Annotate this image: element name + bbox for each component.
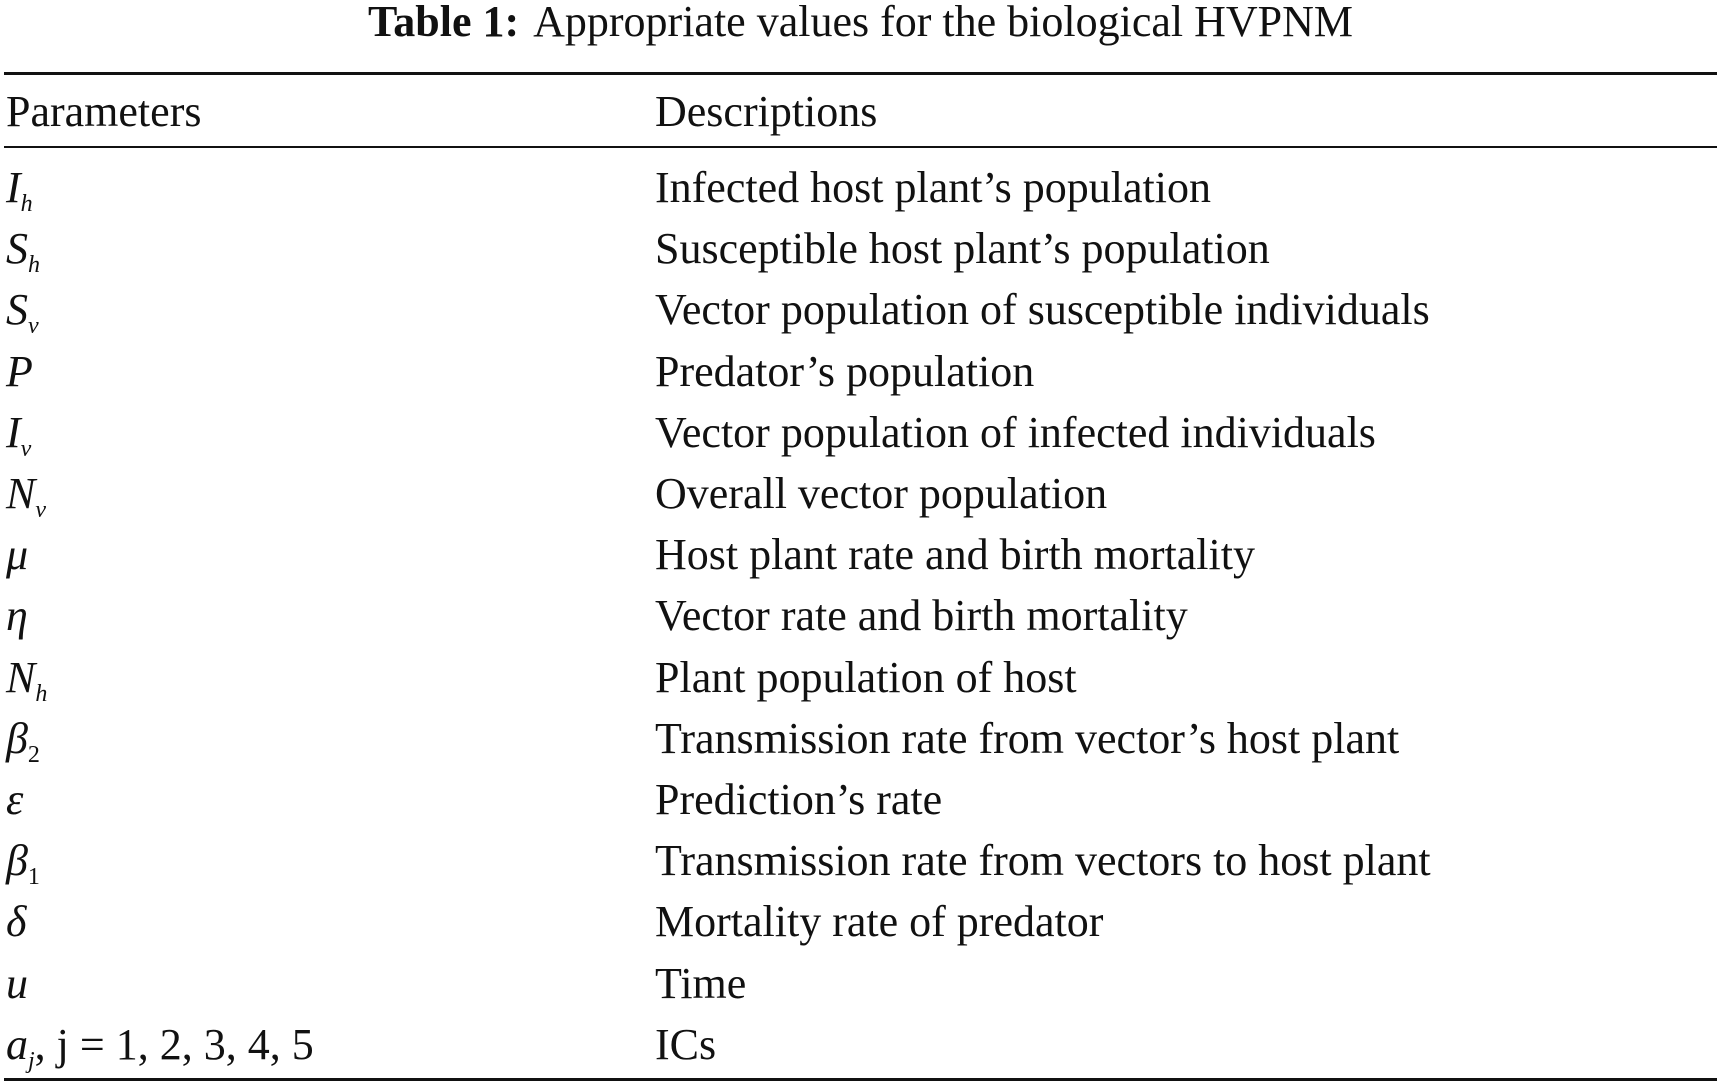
parameter-symbol [6,285,39,339]
parameter-description: Vector population of infected individuals [655,408,1376,457]
parameter-description: Susceptible host plant’s population [655,224,1270,273]
symbol-index-range: , j = 1, 2, 3, 4, 5 [34,1020,314,1069]
parameter-symbol [6,347,33,396]
parameter-description: Time [655,959,747,1008]
bottom-rule [4,1078,1717,1081]
symbol-base: u [6,959,28,1008]
parameter-symbol [6,224,40,278]
caption-label: Table 1: [367,0,520,46]
parameter-description: Overall vector population [655,469,1108,518]
parameter-description: Infected host plant’s population [655,163,1211,212]
parameter-symbol [6,897,27,946]
symbol-subscript: 2 [27,742,40,768]
parameter-description: Host plant rate and birth mortality [655,530,1255,579]
header-parameters: Parameters [6,87,202,136]
symbol-base: S [6,285,28,334]
parameter-description: ICs [655,1020,717,1069]
header-rule [4,146,1717,148]
parameter-symbol [6,836,40,890]
parameter-symbol [6,408,32,462]
symbol-base: P [6,347,33,396]
symbol-base: β [6,836,28,885]
symbol-subscript: h [35,681,48,707]
symbol-base: ε [6,775,24,824]
symbol-subscript: v [20,436,32,462]
parameter-symbol [6,653,48,707]
parameter-description: Vector rate and birth mortality [655,591,1188,640]
symbol-base: S [6,224,28,273]
symbol-base: β [6,714,28,763]
parameter-description: Predator’s population [655,347,1035,396]
parameter-symbol [6,163,33,217]
parameter-symbol [6,469,47,523]
symbol-base: I [6,408,21,457]
parameter-description: Plant population of host [655,653,1077,702]
symbol-base: a [6,1020,28,1069]
header-descriptions: Descriptions [655,87,878,136]
parameter-symbol [6,959,28,1008]
symbol-subscript: v [35,497,47,523]
parameter-description: Transmission rate from vector’s host plant [655,714,1400,763]
parameter-description: Prediction’s rate [655,775,943,824]
symbol-subscript: 1 [27,864,40,890]
symbol-subscript: h [28,252,40,278]
symbol-base: N [6,469,36,518]
caption-title: Appropriate values for the biological HVPNM [533,0,1354,46]
table-caption [0,0,1721,44]
parameter-description: Transmission rate from vectors to host plant [655,836,1431,885]
symbol-base: η [6,591,28,640]
symbol-base: I [6,163,21,212]
parameter-symbol [6,530,29,579]
symbol-subscript: v [28,313,39,339]
parameter-symbol [6,714,40,768]
top-rule [4,72,1717,75]
parameter-description: Mortality rate of predator [655,897,1104,946]
parameter-symbol [6,775,24,824]
symbol-subscript: j [28,1048,35,1074]
symbol-base: N [6,653,36,702]
parameter-description: Vector population of susceptible individuals [655,285,1430,334]
symbol-base: μ [6,530,29,579]
symbol-subscript: h [20,191,33,217]
parameter-symbol [6,1020,314,1074]
symbol-base: δ [6,897,27,946]
parameter-symbol [6,591,28,640]
